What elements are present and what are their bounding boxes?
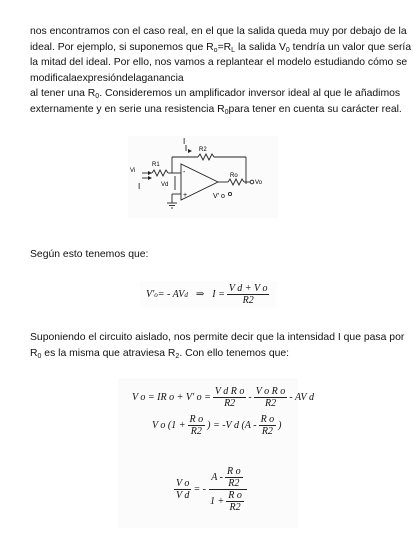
paragraph-suponiendo [30,330,405,361]
label-r1: R1 [152,162,160,168]
text-line: ideal. Por ejemplo, si suponemos que $R_o=R_L$ la salida $V_0$ tendría un valor que sería [30,41,412,54]
circuit-figure [128,136,278,218]
equation-4: $\frac{\text{V o}}{\text{V d}}$ = - A - $\frac{\text{R o}}{R2}$ 1 + $\frac{\text{R o}}{R2}$ [172,466,250,513]
text-line: al tener una $R_0$. Consideremos un amplificador inversor ideal al que le añadimos [30,88,401,100]
equation-2: V o = IR o + V' o = $\frac{\text{V d R o}}{R2}$ - $\frac{\text{V o R o}}{R2}$ - AV d [132,386,314,409]
text-line: Suponiendo el circuito aislado, nos permite decir que la intensidad I que pasa por [30,332,405,343]
label-minus: - [183,169,186,176]
label-current-top: I [183,137,186,146]
label-r2: R2 [199,147,207,153]
label-vd: Vd [161,182,169,188]
label-ro: Ro [230,173,238,179]
implies-arrow: ⇒ [195,289,205,300]
text-line: Según esto tenemos que: [30,249,149,260]
label-current-left: I [138,182,141,191]
label-vprime: V' o [213,193,225,200]
label-vo: Vo [255,180,263,186]
text-line: modificalaexpresióndelaganancia [30,72,184,84]
text-line: nos encontramos con el caso real, en el que la salida queda muy por debajo de la [30,26,407,37]
label-plus: + [183,192,188,199]
text-line: $R_0$ es la misma que atraviesa $R_2$. Con ello tenemos que: [30,347,290,360]
text-line: externamente y en serie una resistencia $R_0para$ tener en cuenta su carácter real. [30,103,402,116]
paragraph-intro [30,24,412,117]
text-line: la mitad del ideal. Por ello, nos vamos a replantear el modelo estudiando cómo se [30,57,408,68]
inverting-amplifier-diagram [128,136,278,218]
paragraph-segun [30,247,388,263]
equation-3: V o (1 + $\frac{\text{R o}}{R2}$ ) = -V d (A - $\frac{\text{R o}}{R2}$ ) [152,414,282,437]
equation-1: V' o = - AV d ⇒ I = $\frac{\text{V d + V o}}{R2}$ [140,281,277,308]
label-vi: Vi [130,168,136,174]
